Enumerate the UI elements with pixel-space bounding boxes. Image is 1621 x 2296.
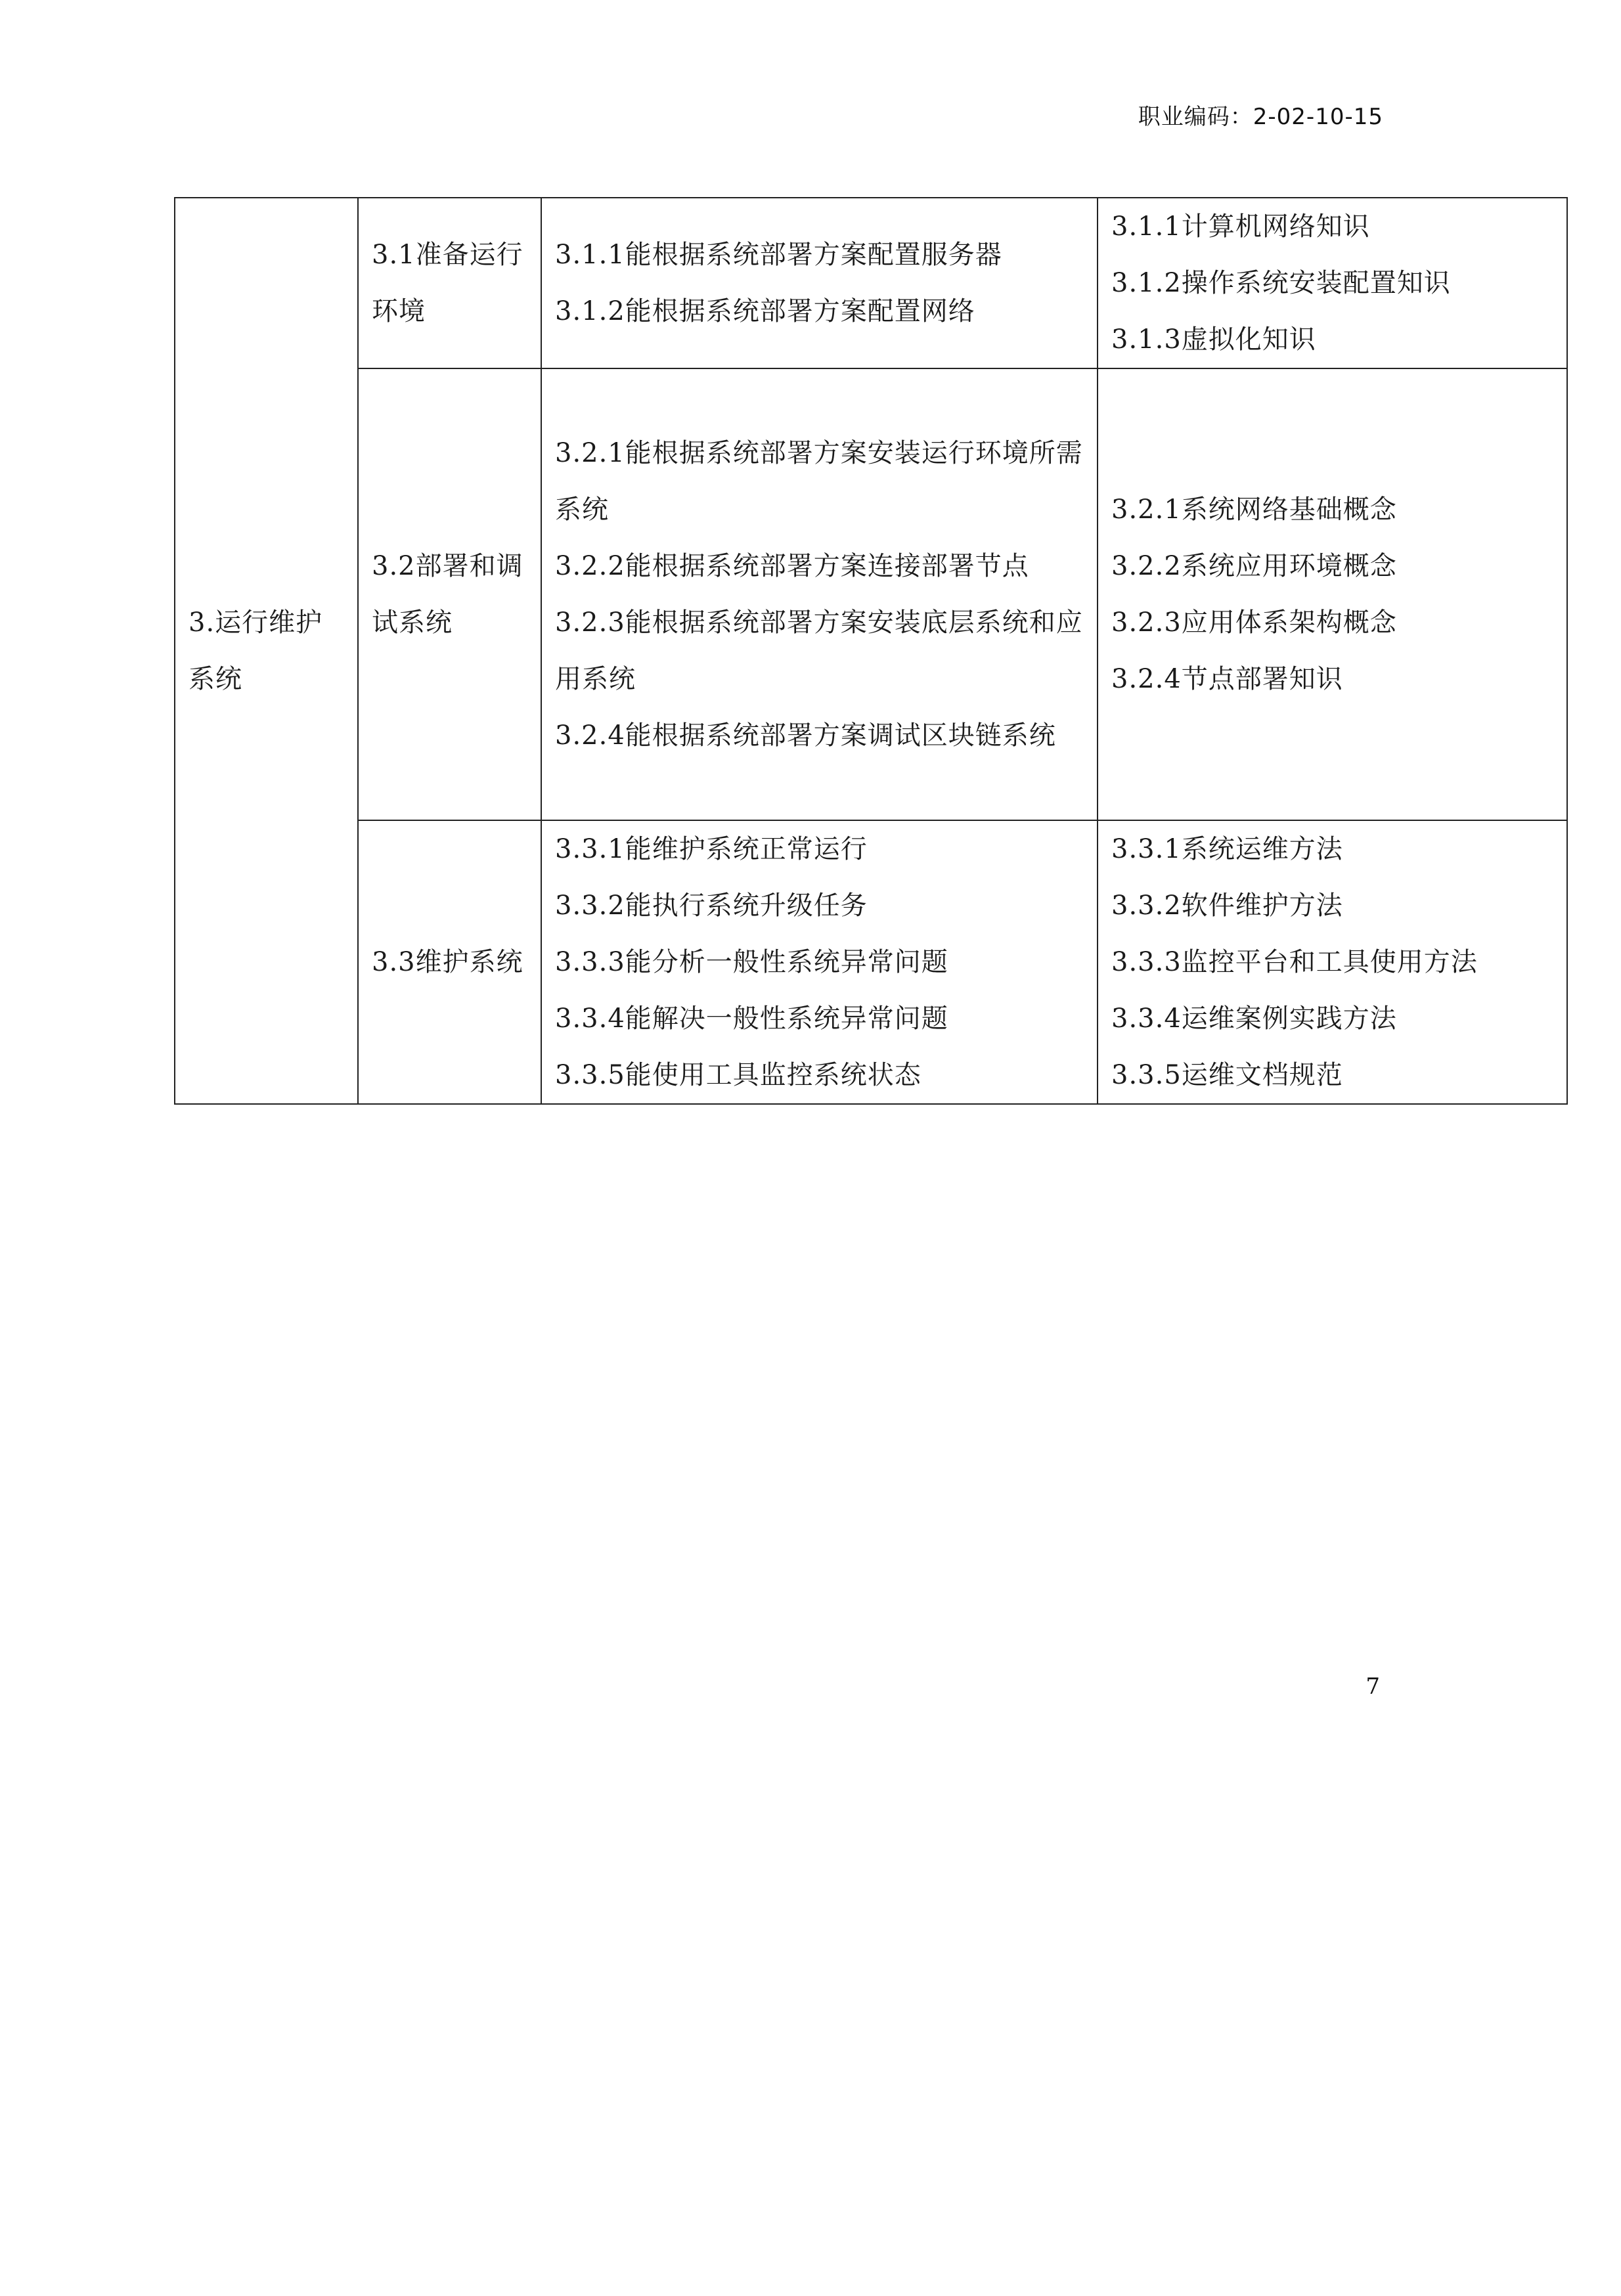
knowledge-item: 3.1.1计算机网络知识 xyxy=(1111,211,1370,242)
skill-item: 3.3.4能解决一般性系统异常问题 xyxy=(555,1004,948,1034)
function-cell xyxy=(175,198,358,1104)
skills-cell xyxy=(541,368,1098,820)
work-content-cell xyxy=(358,820,541,1104)
skills-cell xyxy=(541,820,1098,1104)
knowledge-item: 3.1.2操作系统安装配置知识 xyxy=(1111,268,1451,298)
knowledge-item: 3.2.2系统应用环境概念 xyxy=(1111,551,1397,581)
work-content-label: 3.3维护系统 xyxy=(372,947,523,977)
skill-item: 3.3.3能分析一般性系统异常问题 xyxy=(555,947,948,977)
knowledge-item: 3.2.4节点部署知识 xyxy=(1111,664,1343,694)
work-content-label: 3.2部署和调试系统 xyxy=(372,551,523,638)
knowledge-cell xyxy=(1098,368,1567,820)
skill-item: 3.2.4能根据系统部署方案调试区块链系统 xyxy=(555,720,1056,751)
skills-cell xyxy=(541,198,1098,368)
skill-item: 3.2.1能根据系统部署方案安装运行环境所需系统 xyxy=(555,438,1083,525)
knowledge-cell xyxy=(1098,820,1567,1104)
page-number: 7 xyxy=(1366,1673,1380,1700)
function-label: 3.运行维护系统 xyxy=(189,607,323,694)
table-row xyxy=(175,820,1567,1104)
work-content-label: 3.1准备运行环境 xyxy=(372,240,523,326)
work-content-cell xyxy=(358,198,541,368)
skill-item: 3.3.2能执行系统升级任务 xyxy=(555,891,868,921)
knowledge-item: 3.1.3虚拟化知识 xyxy=(1111,324,1316,355)
knowledge-item: 3.3.5运维文档规范 xyxy=(1111,1060,1343,1090)
knowledge-item: 3.2.3应用体系架构概念 xyxy=(1111,607,1397,638)
knowledge-item: 3.3.2软件维护方法 xyxy=(1111,891,1343,921)
skill-item: 3.2.3能根据系统部署方案安装底层系统和应用系统 xyxy=(555,607,1083,694)
knowledge-cell xyxy=(1098,198,1567,368)
table-row xyxy=(175,368,1567,820)
skills-requirement-table xyxy=(174,197,1568,1105)
work-content-cell xyxy=(358,368,541,820)
occupation-code: 职业编码：2-02-10-15 xyxy=(1138,104,1383,130)
knowledge-item: 3.3.4运维案例实践方法 xyxy=(1111,1004,1397,1034)
skill-item: 3.1.2能根据系统部署方案配置网络 xyxy=(555,296,975,326)
knowledge-item: 3.3.3监控平台和工具使用方法 xyxy=(1111,947,1478,977)
skill-item: 3.2.2能根据系统部署方案连接部署节点 xyxy=(555,551,1029,581)
skill-item: 3.3.5能使用工具监控系统状态 xyxy=(555,1060,922,1090)
skill-item: 3.1.1能根据系统部署方案配置服务器 xyxy=(555,240,1002,270)
knowledge-item: 3.2.1系统网络基础概念 xyxy=(1111,495,1397,525)
skill-item: 3.3.1能维护系统正常运行 xyxy=(555,834,868,864)
table-row xyxy=(175,198,1567,368)
knowledge-item: 3.3.1系统运维方法 xyxy=(1111,834,1343,864)
